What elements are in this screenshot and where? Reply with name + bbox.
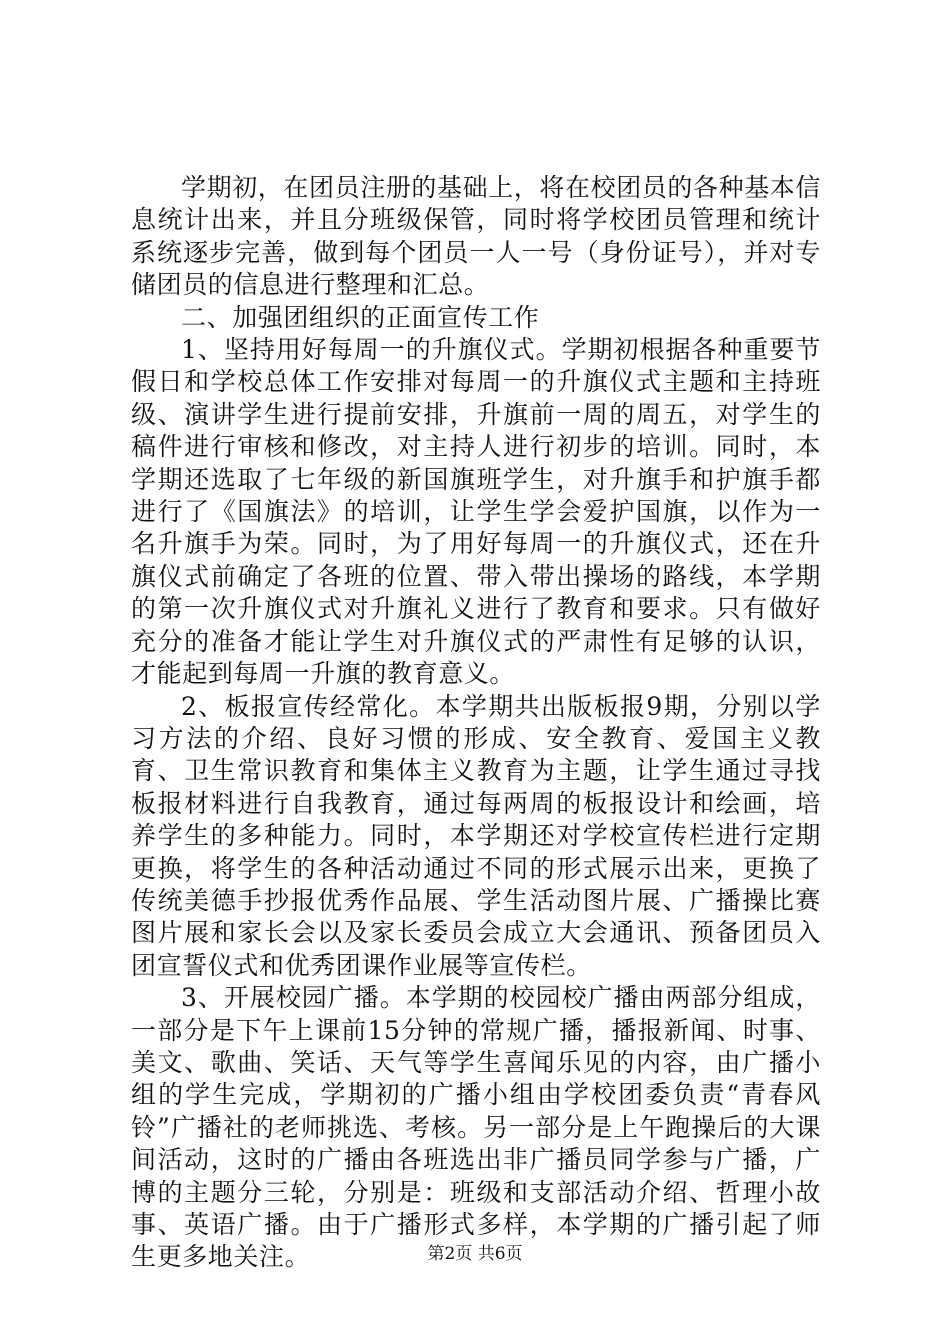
document-body bbox=[131, 172, 821, 1274]
page-number-footer: 第2页 共6页 bbox=[427, 1244, 523, 1264]
section-heading-publicity: 二、加强团组织的正面宣传工作 bbox=[181, 302, 540, 332]
paragraph-flag-ceremony: 1、坚持用好每周一的升旗仪式。学期初根据各种重要节假日和学校总体工作安排对每周一的升旗仪式主题和主持班级、演讲学生进行提前安排，升旗前一周的周五，对学生的稿件进行审核和修改，对主持人进行初步的培训。同时，本学期还选取了七年级的新国旗班学生，对升旗手和护旗手都进行了《国旗法》的培训，让学生学会爱护国旗，以作为一名升旗手为荣。同时，为了用好每周一的升旗仪式，还在升旗仪式前确定了各班的位置、带入带出操场的路线，本学期的第一次升旗仪式对升旗礼义进行了教育和要求。只有做好充分的准备才能让学生对升旗仪式的严肃性有足够的认识，才能起到每周一升旗的教育意义。 bbox=[131, 335, 821, 689]
paragraph-campus-broadcast: 3、开展校园广播。本学期的校园校广播由两部分组成，一部分是下午上课前15分钟的常规广播，播报新闻、时事、美文、歌曲、笑话、天气等学生喜闻乐见的内容，由广播小组的学生完成，学期初的广播小组由学校团委负责“青春风铃”广播社的老师挑选、考核。另一部分是上午跑操后的大课间活动，这时的广播由各班选出非广播员同学参与广播，广博的主题分三轮，分别是：班级和支部活动介绍、哲理小故事、英语广播。由于广播形式多样，本学期的广播引起了师生更多地关注。 bbox=[131, 983, 821, 1272]
paragraph-member-registration: 学期初，在团员注册的基础上，将在校团员的各种基本信息统计出来，并且分班级保管，同时将学校团员管理和统计系统逐步完善，做到每个团员一人一号（身份证号），并对专储团员的信息进行整理和汇总。 bbox=[131, 173, 822, 300]
paragraph-blackboard-newspaper: 2、板报宣传经常化。本学期共出版板报9期，分别以学习方法的介绍、良好习惯的形成、安全教育、爱国主义教育、卫生常识教育和集体主义教育为主题，让学生通过寻找板报材料进行自我教育，通过每两周的板报设计和绘画，培养学生的多种能力。同时，本学期还对学校宣传栏进行定期更换，将学生的各种活动通过不同的形式展示出来，更换了传统美德手抄报优秀作品展、学生活动图片展、广播操比赛图片展和家长会以及家长委员会成立大会通讯、预备团员入团宣誓仪式和优秀团课作业展等宣传栏。 bbox=[131, 691, 821, 980]
